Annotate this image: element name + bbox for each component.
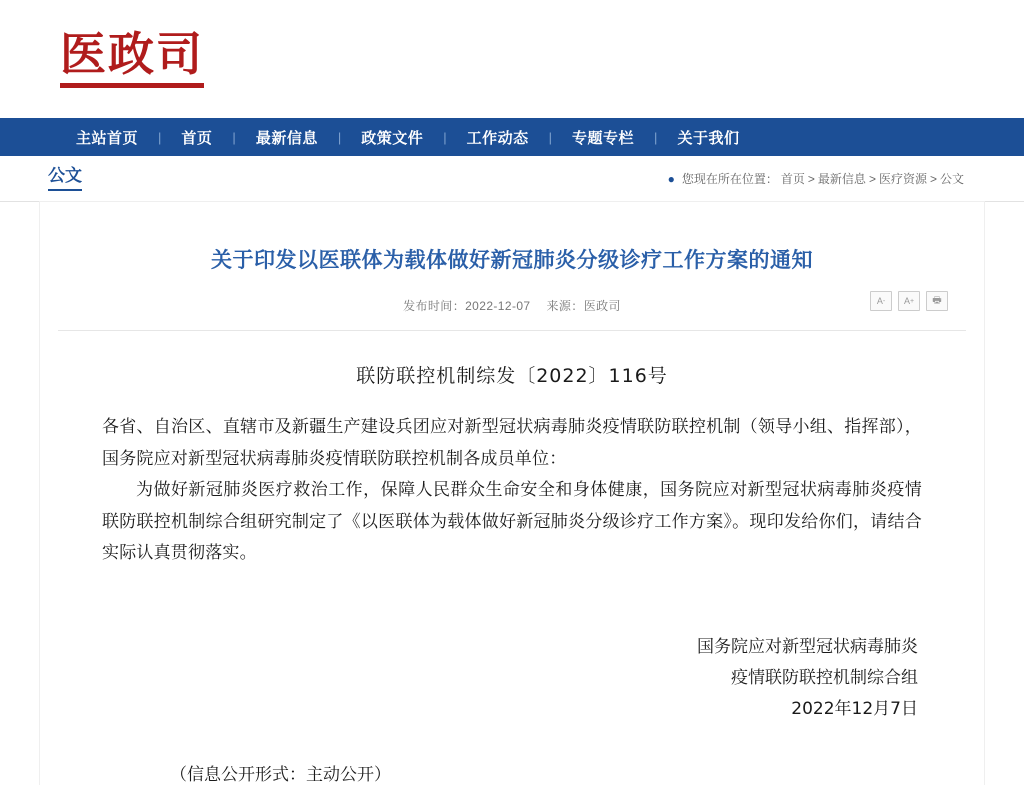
breadcrumb-prefix: 您现在所在位置： xyxy=(681,172,778,186)
page-title: 公文 xyxy=(48,167,82,191)
font-increase-sup: + xyxy=(909,297,915,305)
document-number: 联防联控机制综发〔2022〕116号 xyxy=(356,365,668,388)
font-decrease-sup: - xyxy=(882,297,886,305)
nav-item-latest-news[interactable]: 最新信息 xyxy=(255,129,318,147)
nav-separator: | xyxy=(548,129,553,145)
nav-separator: | xyxy=(232,129,236,145)
font-increase-label: A xyxy=(903,296,910,307)
document-title: 关于印发以医联体为载体做好新冠肺炎分级诊疗工作方案的通知 xyxy=(211,249,813,272)
publish-time-value: 2022-12-07 xyxy=(465,299,531,314)
nav-item-policy-documents[interactable]: 政策文件 xyxy=(361,129,424,147)
signature-line: 疫情联防联控机制综合组 xyxy=(731,668,918,689)
site-logo[interactable]: 医政司 xyxy=(60,30,204,87)
nav-item-main-home[interactable]: 主站首页 xyxy=(76,129,139,147)
breadcrumb-item-home[interactable]: 首页 xyxy=(780,172,805,186)
signature-date: 2022年12月7日 xyxy=(791,699,918,720)
source-value: 医政司 xyxy=(583,299,621,314)
document-meta-row xyxy=(58,294,966,331)
signature-line: 国务院应对新型冠状病毒肺炎 xyxy=(697,636,918,657)
breadcrumb xyxy=(668,170,964,187)
document-openness-note: （信息公开形式：主动公开） xyxy=(170,764,391,785)
document-paragraph: 各省、自治区、直辖市及新疆生产建设兵团应对新型冠状病毒肺炎疫情联防联控机制（领导小组、指挥部），国务院应对新型冠状病毒肺炎疫情联防联控机制各成员单位： xyxy=(102,417,922,469)
breadcrumb-item-latest-news[interactable]: 最新信息 xyxy=(817,172,866,186)
publish-time-label: 发布时间： xyxy=(403,299,466,314)
source-label: 来源： xyxy=(546,299,584,314)
printer-icon: 🖶 xyxy=(932,294,942,306)
font-increase-button[interactable] xyxy=(898,291,920,311)
nav-item-about-us[interactable]: 关于我们 xyxy=(677,129,740,147)
location-pin-icon: ● xyxy=(667,171,675,186)
document-signature xyxy=(102,632,922,726)
nav-separator: | xyxy=(158,129,162,145)
document-body xyxy=(58,361,966,785)
font-decrease-button[interactable] xyxy=(870,291,892,311)
document-card xyxy=(40,202,984,785)
font-decrease-label: A xyxy=(876,296,883,307)
breadcrumb-sep: > xyxy=(807,171,815,186)
nav-separator: | xyxy=(654,129,658,145)
breadcrumb-bar xyxy=(0,156,1024,202)
document-meta xyxy=(403,297,621,314)
breadcrumb-item-documents[interactable]: 公文 xyxy=(939,172,964,186)
document-paragraph: 为做好新冠肺炎医疗救治工作，保障人民群众生命安全和身体健康，国务院应对新型冠状病毒肺炎疫情联防联控机制综合组研究制定了《以医联体为载体做好新冠肺炎分级诊疗工作方案》。现印发给你们，请结合实际认真贯彻落实。 xyxy=(102,480,922,564)
nav-item-work-updates[interactable]: 工作动态 xyxy=(466,129,529,147)
document-tools xyxy=(870,291,948,311)
breadcrumb-sep: > xyxy=(868,171,876,186)
nav-item-home[interactable]: 首页 xyxy=(181,129,213,147)
nav-separator: | xyxy=(443,129,447,145)
nav-item-special-topics[interactable]: 专题专栏 xyxy=(572,129,635,147)
breadcrumb-sep: > xyxy=(929,171,937,186)
nav-separator: | xyxy=(337,129,342,145)
print-button[interactable] xyxy=(926,291,948,311)
breadcrumb-item-medical-resources[interactable]: 医疗资源 xyxy=(878,172,927,186)
main-navigation xyxy=(0,118,1024,156)
site-header xyxy=(0,0,1024,118)
